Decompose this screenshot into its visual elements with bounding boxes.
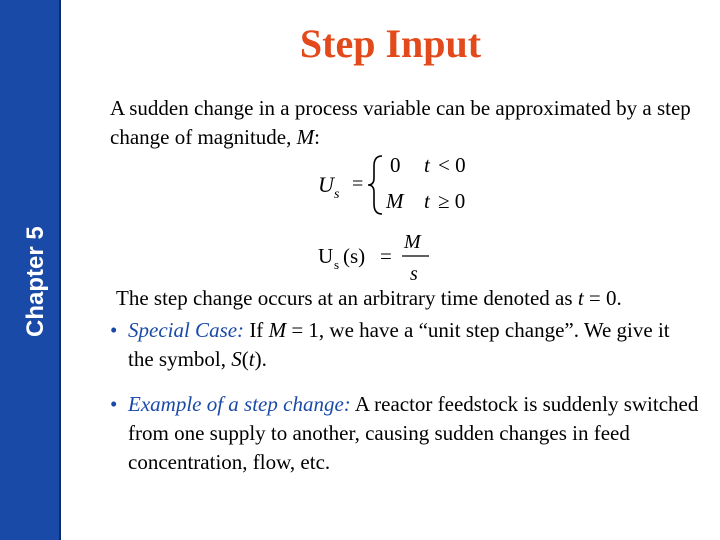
example-text: A reactor feedstock is suddenly switched from one supply to another, causing sudden changes in feed concentration, flow, etc. <box>128 392 699 474</box>
example-label: Example of a step change: <box>128 392 351 416</box>
intro-colon: : <box>314 125 320 149</box>
special-case-paren-close: ). <box>254 347 267 371</box>
intro-paragraph <box>110 94 720 152</box>
arbitrary-time-rest: = 0. <box>583 286 622 310</box>
special-case-var-m: M <box>268 318 287 342</box>
eq1-case2-var: t <box>424 189 430 213</box>
piecewise-equation <box>316 150 516 220</box>
arbitrary-time-text: The step change occurs at an arbitrary time denoted as <box>116 286 578 310</box>
bullet-special-case <box>110 316 700 376</box>
eq1-case1-value: 0 <box>390 153 401 177</box>
bullet-example-text <box>128 390 700 477</box>
eq1-lhs: U <box>318 172 334 197</box>
eq2-equals: = <box>380 244 392 268</box>
special-case-paren-open: ( <box>241 347 249 371</box>
bullet-marker: • <box>110 392 118 416</box>
eq1-case2-cond: ≥ 0 <box>438 189 466 213</box>
intro-var-m: M <box>296 125 315 149</box>
eq2-arg: (s) <box>343 244 366 268</box>
intro-text: A sudden change in a process variable can be approximated by a step change of magnitude, <box>110 96 691 149</box>
arbitrary-time-var: t <box>577 286 584 310</box>
eq2-lhs-sub: s <box>334 257 340 272</box>
special-case-text-1: If <box>244 318 269 342</box>
eq1-brace <box>368 156 382 214</box>
eq2-lhs: U <box>318 244 334 268</box>
special-case-symbol: S <box>231 347 242 371</box>
special-case-label: Special Case: <box>128 318 245 342</box>
special-case-var-t: t <box>248 347 255 371</box>
eq1-case1-var: t <box>424 153 430 177</box>
laplace-equation <box>316 226 476 288</box>
chapter-label: Chapter 5 <box>22 226 49 337</box>
bullet-example <box>110 390 700 480</box>
bullet-special-case-text <box>128 316 700 374</box>
eq2-denominator: s <box>410 263 418 285</box>
eq1-case1-cond: < 0 <box>438 153 466 177</box>
arbitrary-time-line <box>116 284 622 313</box>
bullet-marker: • <box>110 318 118 342</box>
slide-title: Step Input <box>299 21 482 66</box>
eq1-equals: = <box>352 173 364 195</box>
eq2-numerator: M <box>404 231 421 253</box>
eq1-case2-value: M <box>386 189 404 213</box>
special-case-text-2: = 1, we have a “unit step change”. We give it the symbol, <box>128 318 670 371</box>
sidebar-edge <box>59 0 61 540</box>
chapter-sidebar <box>0 0 61 540</box>
eq1-lhs-sub: s <box>334 187 340 202</box>
